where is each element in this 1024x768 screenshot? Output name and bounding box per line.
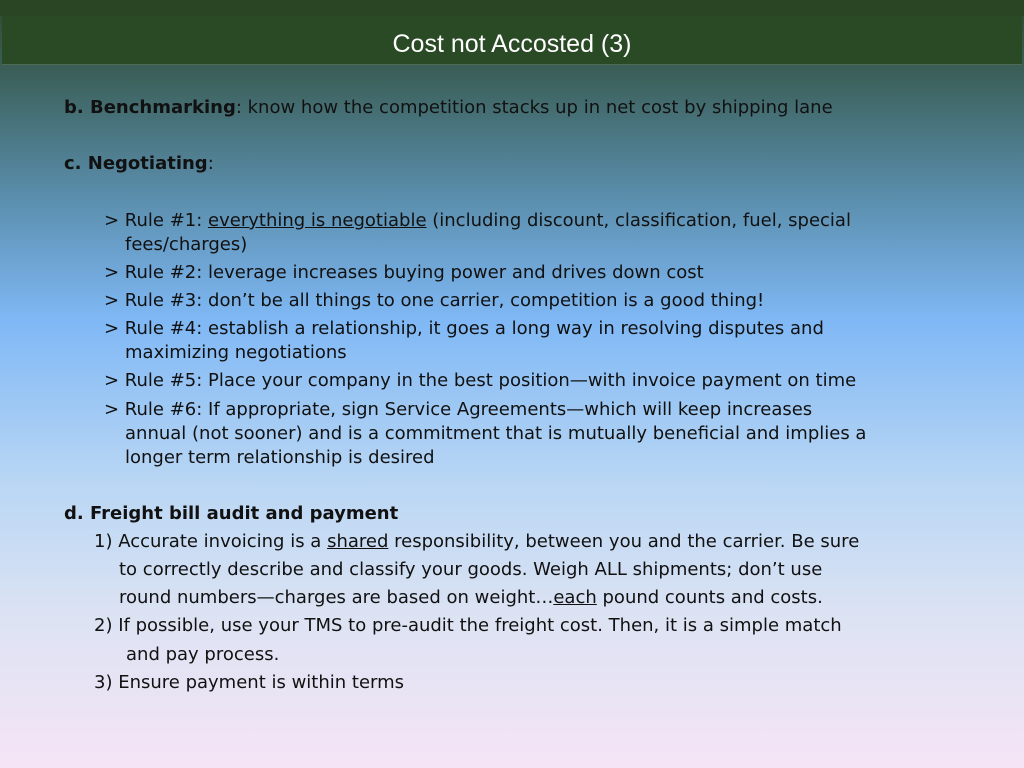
audit-item-2-line-2: and pay process.	[126, 644, 280, 665]
audit-item-1-prefix: 1) Accurate invoicing is a	[94, 531, 328, 552]
benchmarking-text: : know how the competition stacks up in net cost by shipping lane	[235, 97, 833, 118]
rule-6: > Rule #6: If appropriate, sign Service Agreements—which will keep increases	[104, 399, 813, 420]
negotiating-paragraph	[64, 152, 214, 176]
audit-item-2: 2) If possible, use your TMS to pre-audit the freight cost. Then, it is a simple match	[94, 615, 842, 636]
audit-item-1-line-2: to correctly describe and classify your goods. Weigh ALL shipments; don’t use	[119, 559, 823, 580]
negotiating-colon: :	[207, 153, 214, 174]
rule-4: > Rule #4: establish a relationship, it goes a long way in resolving disputes and	[104, 318, 824, 339]
audit-item-1-emphasis: shared	[327, 531, 389, 552]
audit-heading: d. Freight bill audit and payment	[64, 503, 399, 524]
audit-item-1	[94, 530, 859, 554]
rule-4-continuation: maximizing negotiations	[125, 342, 347, 363]
slide-title: Cost not Accosted (3)	[392, 30, 632, 58]
rule-6-continuation-1: annual (not sooner) and is a commitment that is mutually beneficial and implies a	[125, 423, 867, 444]
audit-item-1-line-3-rest: pound counts and costs.	[596, 587, 823, 608]
audit-item-1-line-3-emphasis: each	[553, 587, 597, 608]
rule-6-continuation-2: longer term relationship is desired	[125, 447, 435, 468]
audit-item-3: 3) Ensure payment is within terms	[94, 672, 405, 693]
rule-3: > Rule #3: don’t be all things to one carrier, competition is a good thing!	[104, 290, 765, 311]
rule-5: > Rule #5: Place your company in the best position—with invoice payment on time	[104, 370, 857, 391]
rule-1-emphasis: everything is negotiable	[208, 210, 427, 231]
rule-1-rest: (including discount, classification, fuel, special	[426, 210, 851, 231]
benchmarking-paragraph	[64, 96, 833, 120]
top-band	[0, 0, 1024, 16]
rule-1	[104, 209, 851, 233]
rule-1-prefix: > Rule #1:	[104, 210, 209, 231]
benchmarking-heading: b. Benchmarking	[64, 97, 236, 118]
negotiating-heading: c. Negotiating	[64, 153, 208, 174]
audit-item-1-rest: responsibility, between you and the carrier. Be sure	[388, 531, 860, 552]
audit-item-1-line-3-prefix: round numbers—charges are based on weight…	[119, 587, 554, 608]
rule-1-continuation: fees/charges)	[125, 234, 248, 255]
audit-item-1-line-3	[119, 586, 823, 610]
rule-2: > Rule #2: leverage increases buying power and drives down cost	[104, 262, 704, 283]
